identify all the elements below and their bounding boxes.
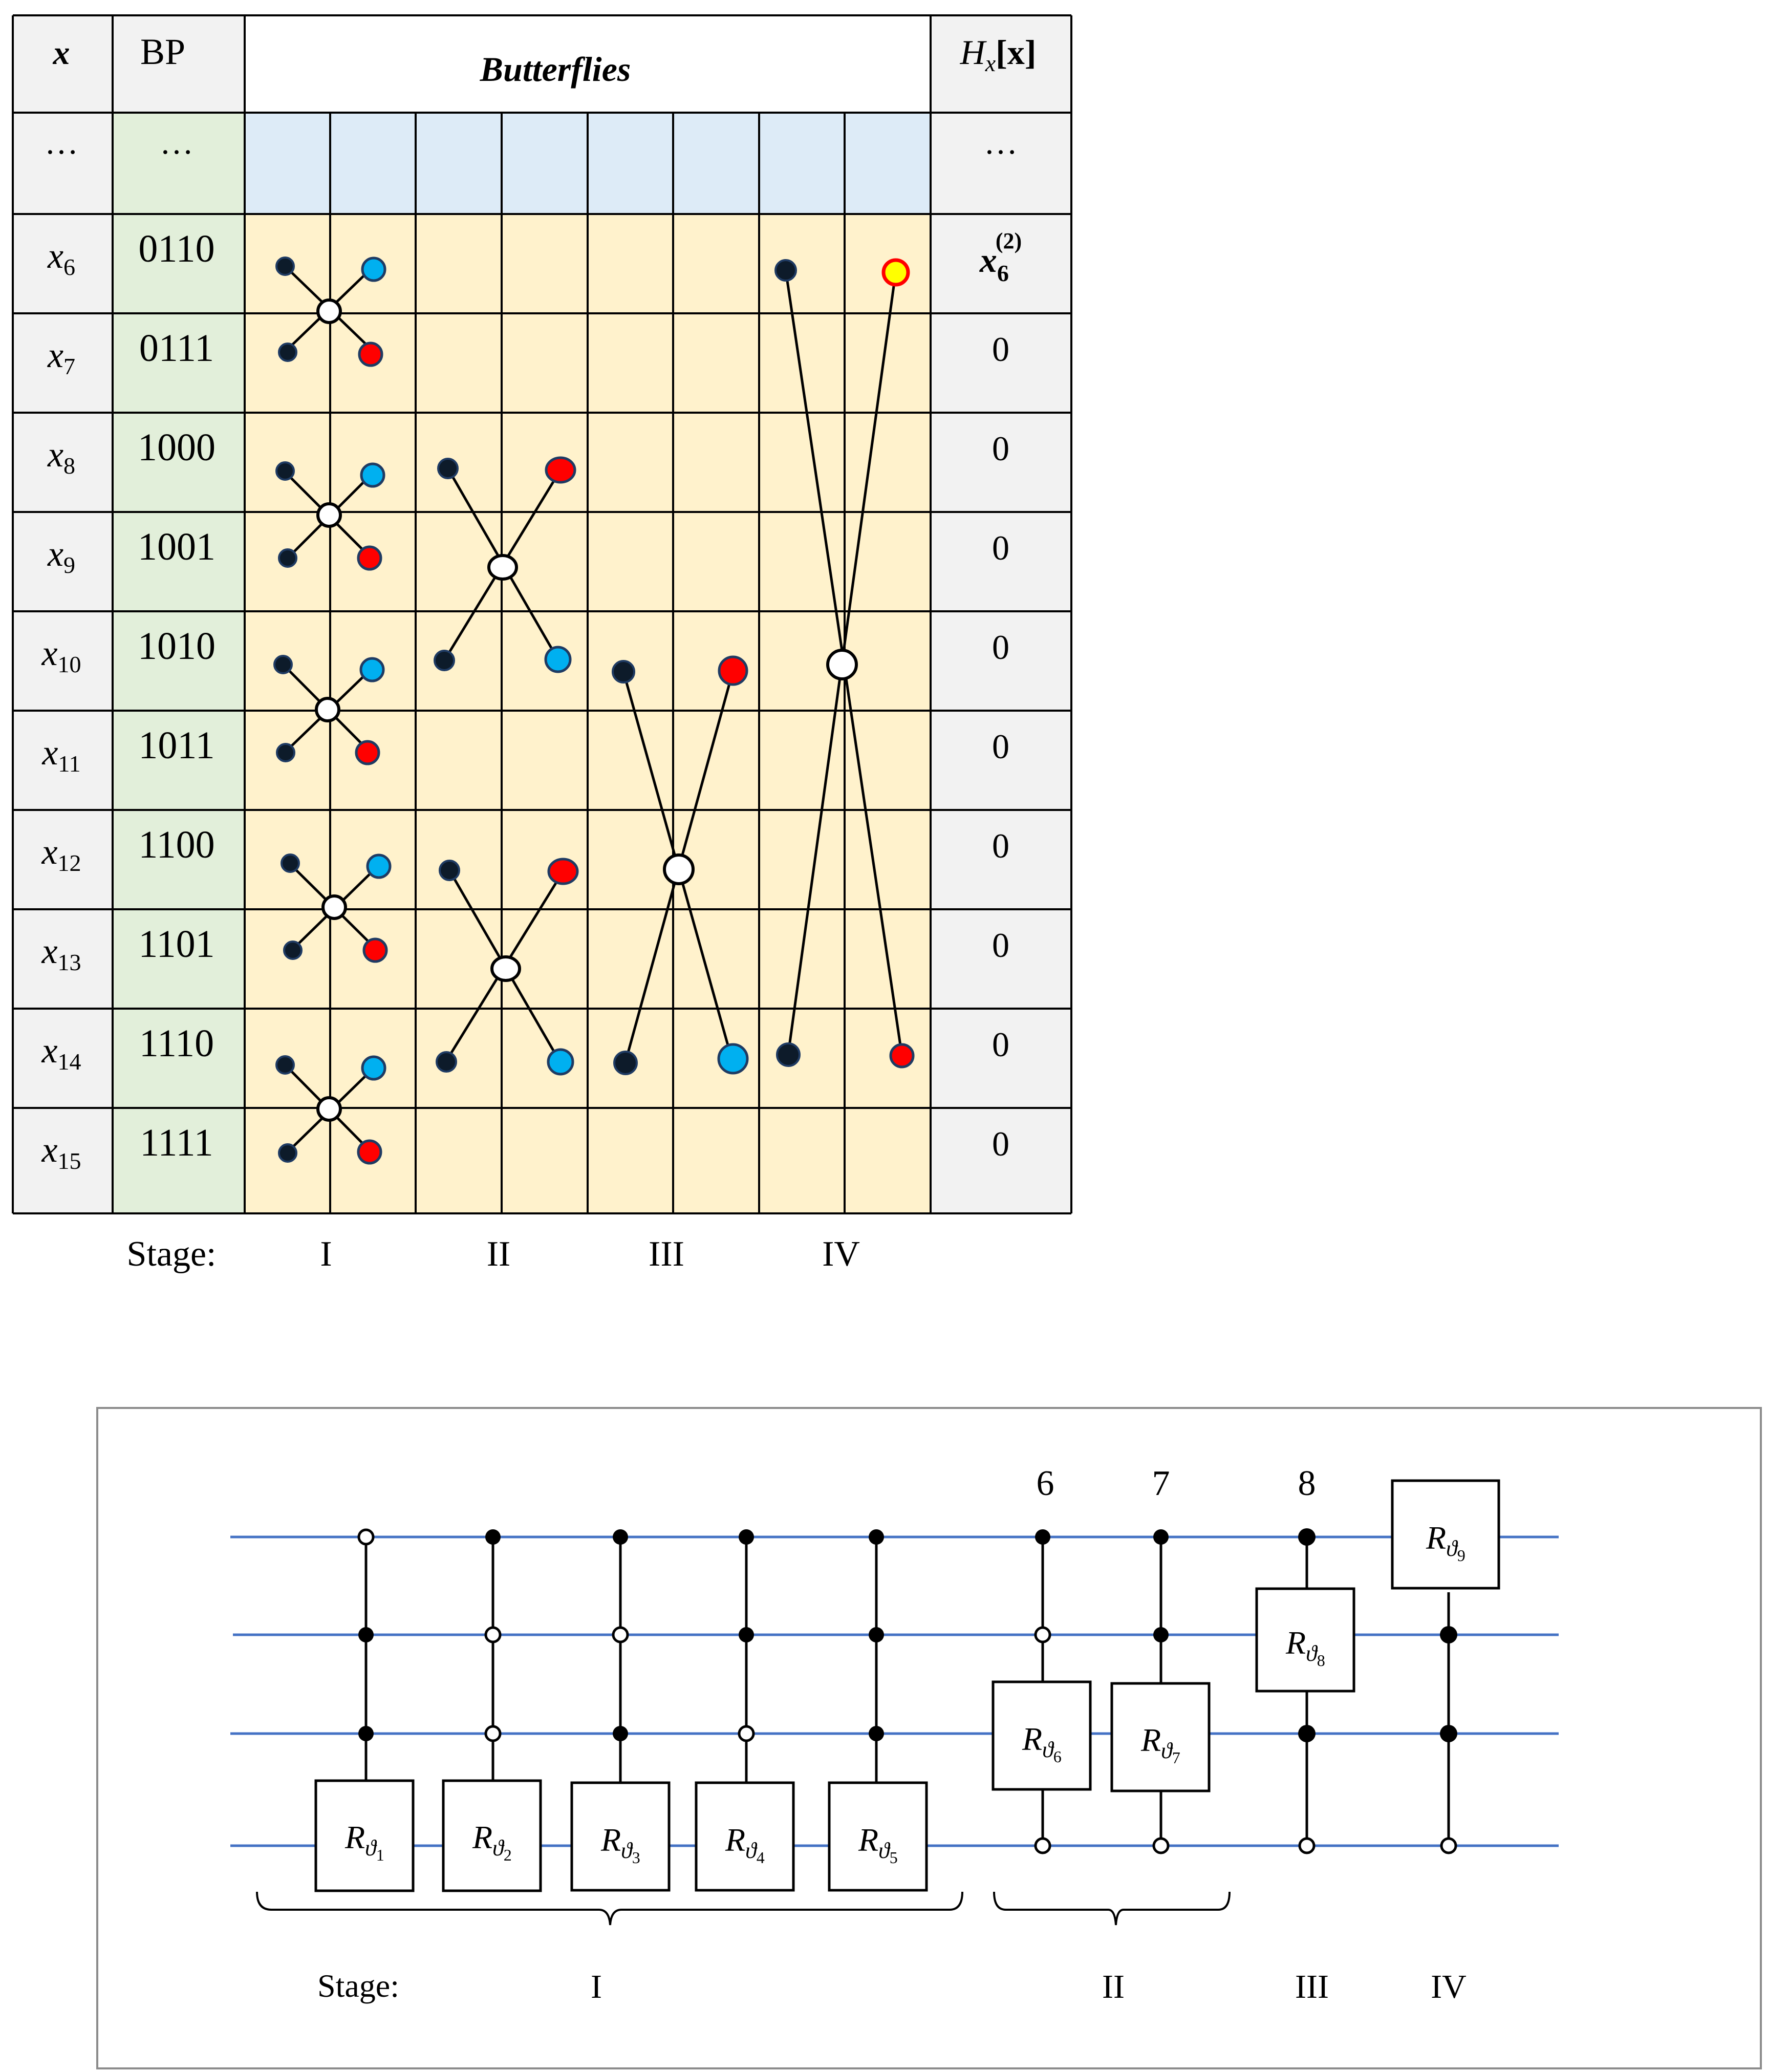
- row-h-value: $x_6(2)$: [979, 228, 1022, 286]
- row-x-label: $x_{12}$: [41, 832, 81, 876]
- row-h-value: 0: [992, 528, 1009, 567]
- header-butterflies: Butterflies: [480, 50, 631, 89]
- row-h-value: 0: [992, 727, 1009, 766]
- table-stage-3: III: [649, 1234, 684, 1274]
- row-bp-value: 1010: [138, 625, 216, 668]
- row-h-value: 0: [992, 429, 1009, 468]
- row-x-label: $x_{13}$: [41, 932, 81, 975]
- gate-label-7: $R_ϑ7$: [1141, 1722, 1180, 1767]
- row-x-label: $x_{14}$: [41, 1031, 81, 1075]
- top-number-8: 8: [1298, 1464, 1316, 1503]
- gate-label-1: $R_ϑ1$: [345, 1819, 384, 1864]
- row-h-value: 0: [992, 1124, 1009, 1163]
- circuit-stage-3: III: [1295, 1968, 1329, 2005]
- circuit-stage-1: I: [591, 1968, 602, 2005]
- header-h: $H_x[x]$: [960, 33, 1037, 76]
- gate-label-5: $R_ϑ5$: [858, 1822, 898, 1867]
- row-bp-value: 1111: [140, 1121, 213, 1164]
- final-output-dot: [884, 260, 908, 285]
- header-bp: BP: [140, 31, 186, 72]
- top-number-7: 7: [1152, 1464, 1170, 1503]
- ellipsis-x: …: [45, 124, 78, 161]
- row-bp-value: 1110: [139, 1022, 214, 1065]
- row-h-value: 0: [992, 330, 1009, 369]
- row-bp-value: 0110: [138, 227, 215, 270]
- row-x-label: $x_{15}$: [41, 1130, 81, 1174]
- row-bp-value: 1000: [138, 426, 216, 469]
- table-stage-1: I: [320, 1234, 332, 1274]
- row-h-value: 0: [992, 1025, 1009, 1064]
- table-stage-2: II: [486, 1234, 511, 1274]
- gate-label-8: $R_ϑ8$: [1286, 1625, 1325, 1670]
- row-h-value: 0: [992, 826, 1009, 865]
- table-stage-label: Stage:: [126, 1234, 217, 1274]
- gate-label-6: $R_ϑ6$: [1022, 1721, 1062, 1766]
- ellipsis-h: …: [984, 124, 1018, 161]
- quantum-circuit: [97, 1408, 1761, 2068]
- table-stage-4: IV: [822, 1234, 860, 1274]
- circuit-stage-label: Stage:: [317, 1968, 399, 2004]
- row-bp-value: 1100: [138, 823, 215, 866]
- row-bp-value: 0111: [139, 327, 214, 370]
- row-x-label: $x_{11}$: [42, 733, 81, 777]
- gate-label-4: $R_ϑ4$: [725, 1822, 765, 1867]
- row-h-value: 0: [992, 926, 1009, 965]
- circuit-stage-4: IV: [1431, 1968, 1467, 2005]
- row-bp-value: 1101: [138, 923, 215, 966]
- row-x-label: $x_6$: [47, 237, 76, 280]
- gate-label-3: $R_ϑ3$: [601, 1822, 640, 1867]
- ellipsis-bp: …: [160, 124, 193, 161]
- row-h-value: 0: [992, 628, 1009, 667]
- x-column-bg: [13, 15, 113, 1213]
- row-x-label: $x_7$: [47, 336, 76, 379]
- butterfly-table: [13, 15, 1071, 1274]
- gate-label-9: $R_ϑ9$: [1426, 1520, 1466, 1565]
- row-bp-value: 1011: [138, 724, 215, 767]
- row-x-label: $x_9$: [47, 535, 76, 578]
- row-bp-value: 1001: [138, 525, 216, 568]
- gate-label-2: $R_ϑ2$: [472, 1819, 512, 1864]
- row-x-label: $x_8$: [47, 435, 76, 479]
- row-x-label: $x_{10}$: [41, 634, 81, 677]
- header-x: x: [53, 34, 70, 72]
- top-number-6: 6: [1036, 1464, 1054, 1503]
- circuit-stage-2: II: [1102, 1968, 1125, 2005]
